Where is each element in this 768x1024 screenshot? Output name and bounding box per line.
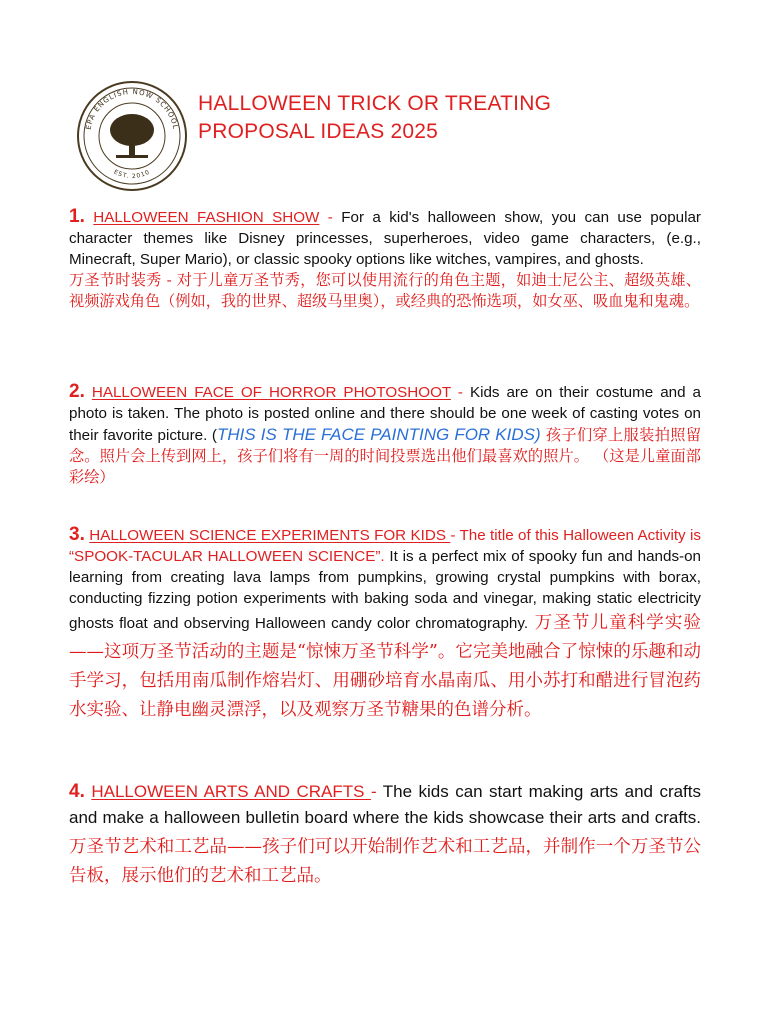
section-face-of-horror (69, 381, 701, 488)
section-body: The kids can start making arts and crafts and make a halloween bulletin board where the kids showcase their arts and crafts. (69, 782, 702, 827)
section-note: THIS IS THE FACE PAINTING FOR KIDS) (216, 425, 541, 444)
title-line-2: PROPOSAL IDEAS 2025 (198, 120, 438, 143)
section-body-zh: 万圣节儿童科学实验——这项万圣节活动的主题是“惊悚万圣节科学”。它完美地融合了惊悚的乐趣和动手学习，包括用南瓜制作熔岩灯、用硼砂培育水晶南瓜、用小苏打和醋进行冒泡药水实验、让静电幽灵漂浮，以及观察万圣节糖果的色谱分析。 (69, 613, 701, 720)
section-number: 1. (69, 206, 85, 227)
school-logo (76, 80, 188, 192)
title-line-1: HALLOWEEN TRICK OR TREATING (198, 92, 552, 115)
section-intro: The title of this Halloween Activity is “SPOOK-TACULAR HALLOWEEN SCIENCE”. (69, 527, 701, 565)
page-title (198, 90, 551, 146)
section-heading: HALLOWEEN SCIENCE EXPERIMENTS FOR KIDS (89, 527, 451, 544)
section-heading: HALLOWEEN ARTS AND CRAFTS (91, 782, 371, 801)
section-body: Kids are on their costume and a photo is taken. The photo is posted online and there should be one week of casting votes on their favorite picture. ( (69, 384, 701, 444)
section-body: It is a perfect mix of spooky fun and hands-on learning from creating lava lamps from pumpkins, growing crystal pumpkins with borax, conducting fizzing potion experiments with baking soda and vinegar, making static electricity ghosts float and observing Halloween candy color chromatography. (69, 548, 701, 632)
section-body-zh: 孩子们穿上服装拍照留念。照片会上传到网上，孩子们将有一周的时间投票选出他们最喜欢的照片。 （这是儿童面部彩绘） (69, 426, 702, 486)
section-separator: - (319, 209, 342, 226)
section-fashion-show (69, 206, 701, 312)
section-heading: HALLOWEEN FASHION SHOW (93, 209, 320, 226)
section-separator: - (450, 527, 460, 544)
section-body: For a kid's halloween show, you can use popular character themes like Disney princesses, superheroes, video game characters, (e.g., Minecraft, Super Mario), or classic spooky options like witches, vampires, and ghosts. (69, 209, 701, 268)
section-separator: - (370, 782, 383, 801)
section-separator: - (450, 384, 470, 401)
section-number: 3. (69, 524, 85, 545)
section-science-experiments (69, 524, 701, 725)
section-number: 4. (69, 781, 85, 802)
section-arts-and-crafts (69, 780, 701, 891)
section-body-zh: 万圣节时装秀 - 对于儿童万圣节秀，您可以使用流行的角色主题，如迪士尼公主、超级英雄、视频游戏角色（例如，我的世界、超级马里奥），或经典的恐怖选项，如女巫、吸血鬼和鬼魂。 (69, 271, 701, 310)
logo-text-bottom: EST. 2010 (112, 168, 152, 181)
logo-text-top: EPA ENGLISH NOW SCHOOL (84, 87, 180, 131)
section-body-zh: 万圣节艺术和工艺品——孩子们可以开始制作艺术和工艺品，并制作一个万圣节公告板，展示他们的艺术和工艺品。 (69, 837, 701, 886)
section-number: 2. (69, 381, 85, 402)
section-heading: HALLOWEEN FACE OF HORROR PHOTOSHOOT (91, 384, 451, 401)
